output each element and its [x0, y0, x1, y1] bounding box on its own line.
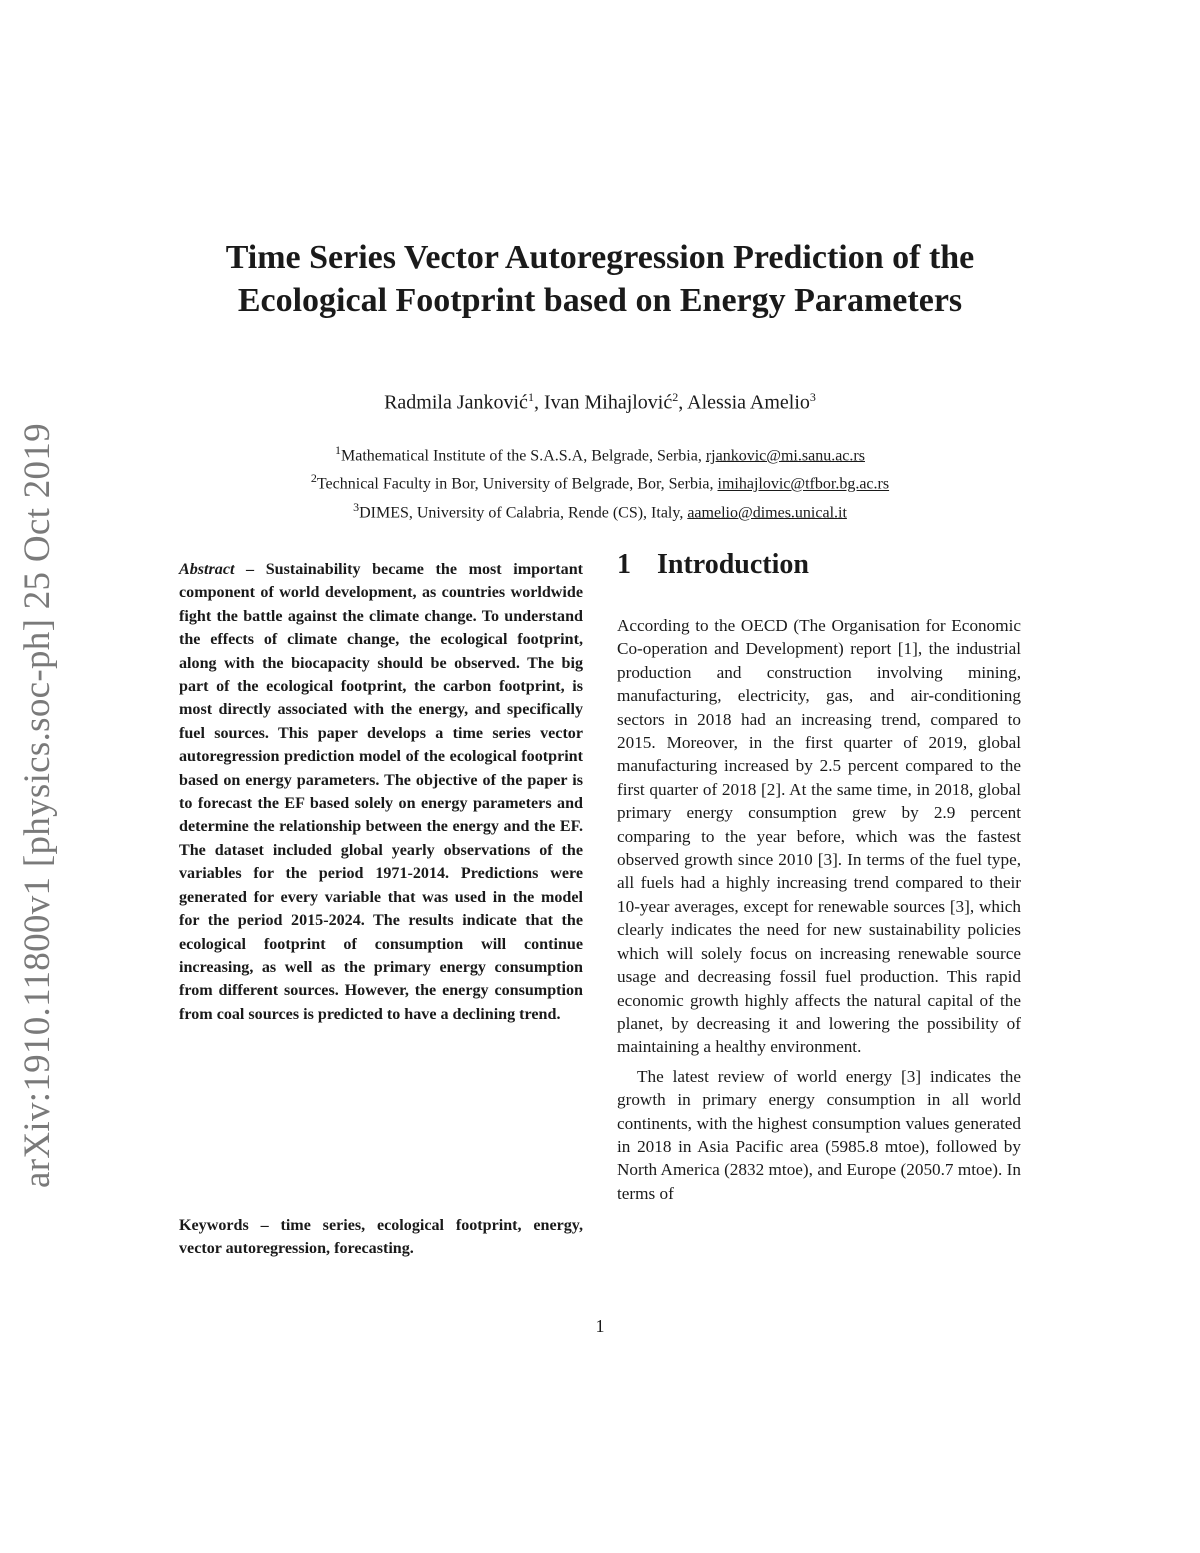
section-number: 1 [617, 549, 631, 580]
author-list: Radmila Janković$^1$, Ivan Mihajlović$^2$, Alessia Amelio$^3$ [384, 390, 816, 414]
paper-title: Time Series Vector Autoregression Prediction of the Ecological Footprint based on Energy Parameters [225, 239, 975, 319]
abstract-body: – Sustainability became the most important component of world development, as countries worldwide fight the battle against the climate change. To understand the effects of climate change, the ecological footprint, along with the biocapacity should be observed. The big part of the ecological footprint, the carbon footprint, is most directly associated with the energy, and specifically fuel sources. This paper develops a time series vector autoregression prediction model of the ecological footprint based on energy parameters. The objective of the paper is to forecast the EF based solely on energy parameters and determine the relationship between the energy and the EF. The dataset included global yearly observations of the variables for the period 1971-2014. Predictions were generated for every variable that was used in the model for the period 2015-2024. The results indicate that the ecological footprint of consumption will continue increasing, as well as the primary energy consumption from different sources. However, the energy consumption from coal sources is predicted to have a declining trend. [179, 561, 583, 1023]
page-number: 1 [595, 1316, 605, 1336]
affiliation-line [170, 439, 1030, 467]
affiliation-text: Technical Faculty in Bor, University of Belgrade, Bor, Serbia, [316, 475, 718, 493]
author-name: Alessia Amelio [687, 391, 810, 414]
author-mark: 2 [672, 390, 679, 404]
email-link[interactable]: aamelio@dimes.unical.it [687, 503, 847, 521]
email-link[interactable]: rjankovic@mi.sanu.ac.rs [705, 447, 865, 465]
affiliation-mark: 2 [310, 471, 317, 486]
author-name: Radmila Janković [384, 391, 528, 414]
affiliation-list [170, 439, 1030, 524]
arxiv-identifier-stamp: arXiv:1910.11800v1 [physics.soc-ph] 25 Oct 2019 [17, 423, 58, 1188]
paragraph: The latest review of world energy [3] indicates the growth in primary energy consumption in all world continents, with the highest consumption values generated in 2018 in Asia Pacific area (5985.8 mtoe), followed by North America (2832 mtoe), and Europe (2050.7 mtoe). In terms of [617, 1066, 1021, 1203]
keywords: Keywords – time series, ecological footprint, energy, vector autoregression, forecasting. [179, 1217, 583, 1258]
affiliation-line [170, 467, 1030, 495]
affiliation-mark: 3 [353, 499, 360, 514]
section-title: Introduction [657, 549, 809, 580]
author-name: Ivan Mihajlović [543, 391, 673, 414]
affiliation-mark: 1 [335, 443, 342, 457]
paragraph: According to the OECD (The Organisation for Economic Co-operation and Development) report [1], the industrial production and construction involving mining, manufacturing, electricity, gas, and air-conditioning sectors in 2018 had an increasing trend, compared to 2015. Moreover, in the first quarter of 2019, global manufacturing increased by 2.5 percent compared to the first quarter of 2018 [2]. At the same time, in 2018, global primary energy consumption grew by 2.9 percent comparing to the year before, which was the fastest observed growth since 2010 [3]. In terms of the fuel type, all fuels had a highly increasing trend compared to their 10-year averages, except for renewable sources [3], which clearly indicates the need for new sustainability policies which will solely focus on increasing renewable source usage and decreasing fossil fuel production. This rapid economic growth highly affects the natural capital of the planet, by decreasing it and lowering the possibility of maintaining a healthy environment. [617, 616, 1021, 1057]
affiliation-text: Mathematical Institute of the S.A.S.A, Belgrade, Serbia, [341, 447, 706, 465]
author-mark: 3 [809, 390, 816, 404]
introduction-body [617, 614, 1021, 1205]
affiliation-line [170, 496, 1030, 524]
email-link[interactable]: imihajlovic@tfbor.bg.ac.rs [717, 475, 890, 493]
affiliation-text: DIMES, University of Calabria, Rende (CS), Italy, [359, 503, 688, 521]
section-heading [617, 549, 809, 581]
author-mark: 1 [527, 390, 534, 404]
abstract [179, 558, 583, 1026]
abstract-lead: Abstract [179, 561, 235, 578]
